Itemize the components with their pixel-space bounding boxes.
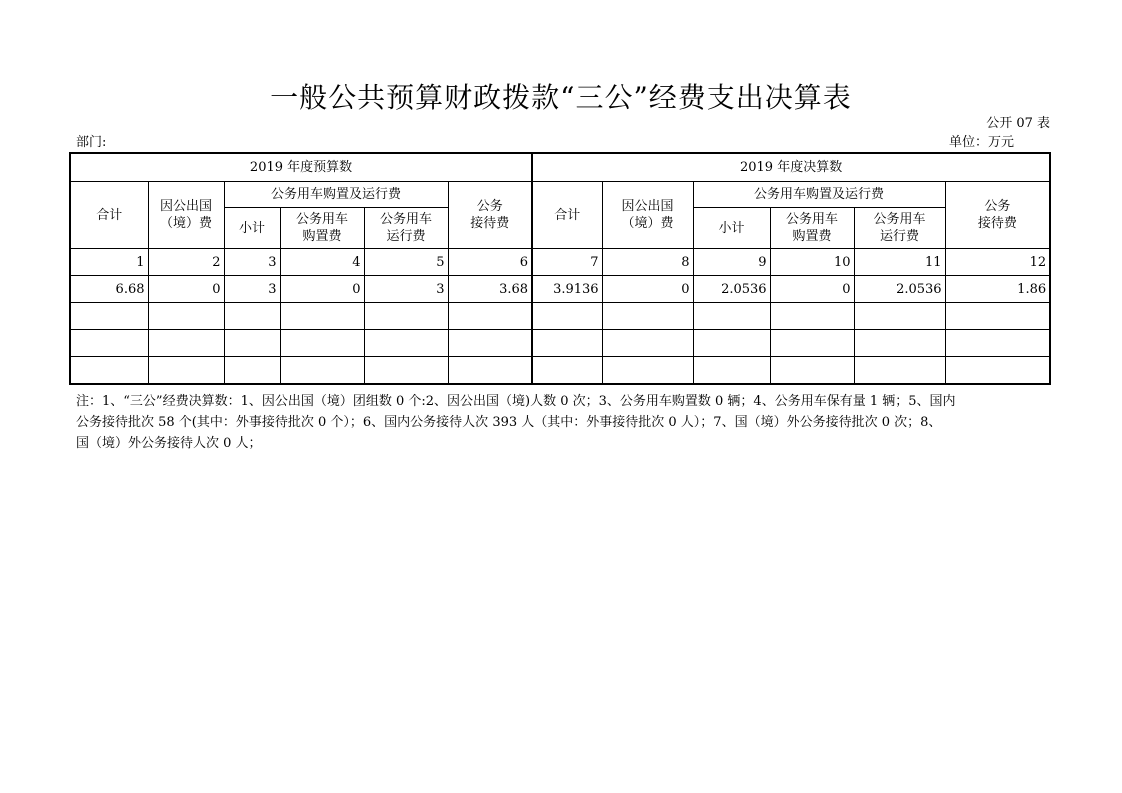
table-cell — [854, 303, 945, 330]
header-budget-reception: 公务 接待费 — [448, 182, 532, 249]
table-cell — [70, 357, 148, 385]
header-final-vehicle-run: 公务用车 运行费 — [854, 208, 945, 249]
table-cell: 1.86 — [945, 276, 1050, 303]
header-final-2019: 2019 年度决算数 — [532, 153, 1050, 182]
index-row — [70, 249, 1050, 276]
table-cell: 2 — [148, 249, 224, 276]
table-cell: 6 — [448, 249, 532, 276]
table-cell — [945, 303, 1050, 330]
table-cell — [70, 303, 148, 330]
table-cell — [148, 357, 224, 385]
table-cell: 3 — [224, 276, 280, 303]
table-cell: 1 — [70, 249, 148, 276]
three-public-expenses-table — [69, 152, 1051, 385]
table-cell — [280, 357, 364, 385]
header-budget-vehicle-purchase: 公务用车 购置费 — [280, 208, 364, 249]
footnote-line: 公务接待批次 58 个(其中：外事接待批次 0 个）；6、国内公务接待人次 393 人（其中：外事接待批次 0 人）；7、国（境）外公务接待批次 0 次；8、 — [76, 415, 942, 430]
table-row — [70, 276, 1050, 303]
table-cell — [854, 357, 945, 385]
table-cell: 11 — [854, 249, 945, 276]
table-row — [70, 303, 1050, 330]
header-budget-2019: 2019 年度预算数 — [70, 153, 532, 182]
header-final-total: 合计 — [532, 182, 602, 249]
table-cell — [770, 330, 854, 357]
header-budget-vehicle-run: 公务用车 运行费 — [364, 208, 448, 249]
header-budget-vehicle-group: 公务用车购置及运行费 — [224, 182, 448, 208]
table-cell: 9 — [693, 249, 770, 276]
header-final-vehicle-purchase: 公务用车 购置费 — [770, 208, 854, 249]
table-cell: 3 — [224, 249, 280, 276]
header-final-subtotal: 小计 — [693, 208, 770, 249]
table-cell: 3.9136 — [532, 276, 602, 303]
table-cell: 5 — [364, 249, 448, 276]
table-cell: 2.0536 — [854, 276, 945, 303]
form-number: 公开 07 表 — [986, 116, 1050, 131]
table-cell — [693, 330, 770, 357]
table-cell — [280, 330, 364, 357]
header-row-groups — [70, 153, 1050, 182]
table-cell — [854, 330, 945, 357]
table-cell — [364, 330, 448, 357]
table-cell — [280, 303, 364, 330]
table-cell: 0 — [602, 276, 693, 303]
header-budget-subtotal: 小计 — [224, 208, 280, 249]
table-cell: 0 — [280, 276, 364, 303]
table-cell — [224, 357, 280, 385]
table-cell: 8 — [602, 249, 693, 276]
table-cell — [693, 357, 770, 385]
table-cell: 12 — [945, 249, 1050, 276]
table-cell: 10 — [770, 249, 854, 276]
table-cell — [448, 330, 532, 357]
page-title: 一般公共预算财政拨款“三公”经费支出决算表 — [270, 81, 852, 114]
table-cell — [148, 303, 224, 330]
header-final-vehicle-group: 公务用车购置及运行费 — [693, 182, 945, 208]
table-cell — [770, 303, 854, 330]
table-cell: 4 — [280, 249, 364, 276]
table-cell — [70, 330, 148, 357]
header-final-abroad: 因公出国 （境）费 — [602, 182, 693, 249]
table-cell: 0 — [770, 276, 854, 303]
unit-label: 单位：万元 — [948, 135, 1014, 150]
footnote-line: 国（境）外公务接待人次 0 人； — [76, 436, 262, 451]
department-label: 部门: — [76, 135, 107, 150]
table-cell — [532, 357, 602, 385]
table-cell — [364, 303, 448, 330]
table-row — [70, 330, 1050, 357]
table-cell — [148, 330, 224, 357]
table-cell — [602, 357, 693, 385]
table-cell: 0 — [148, 276, 224, 303]
table-cell — [448, 357, 532, 385]
header-budget-abroad: 因公出国 （境）费 — [148, 182, 224, 249]
table-cell — [224, 303, 280, 330]
header-budget-total: 合计 — [70, 182, 148, 249]
footnote — [76, 391, 1056, 454]
table-cell — [448, 303, 532, 330]
table-cell — [364, 357, 448, 385]
table-cell: 6.68 — [70, 276, 148, 303]
footnote-line: 注：1、“三公”经费决算数：1、因公出国（境）团组数 0 个:2、因公出国（境)人数 0 次；3、公务用车购置数 0 辆；4、公务用车保有量 1 辆；5、国内 — [76, 394, 956, 409]
header-final-reception: 公务 接待费 — [945, 182, 1050, 249]
table-cell — [602, 330, 693, 357]
table-cell — [532, 303, 602, 330]
table-cell: 2.0536 — [693, 276, 770, 303]
table-cell — [532, 330, 602, 357]
table-cell — [693, 303, 770, 330]
table-cell — [770, 357, 854, 385]
table-cell: 7 — [532, 249, 602, 276]
table-cell: 3.68 — [448, 276, 532, 303]
table-cell — [224, 330, 280, 357]
table-cell — [945, 330, 1050, 357]
table-cell — [602, 303, 693, 330]
table-cell — [945, 357, 1050, 385]
table-cell: 3 — [364, 276, 448, 303]
table-row — [70, 357, 1050, 385]
header-row-columns — [70, 182, 1050, 208]
